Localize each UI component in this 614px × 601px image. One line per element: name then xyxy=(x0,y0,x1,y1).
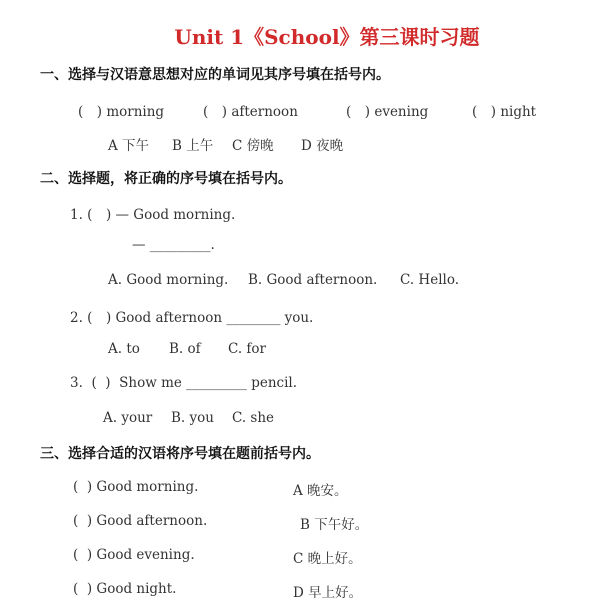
q3-line1: 3. ( ) Show me _________ pencil. xyxy=(70,375,298,391)
q2-option-b: B. of xyxy=(169,341,201,357)
s1-word-night: ( ) night xyxy=(472,104,537,120)
q2-option-c: C. for xyxy=(228,341,267,357)
s3-row-4-left: ( ) Good night. xyxy=(73,581,177,597)
s3-row-3-left: ( ) Good evening. xyxy=(73,547,195,563)
s1-option-d: D 夜晚 xyxy=(301,138,344,154)
q1-option-b: B. Good afternoon. xyxy=(248,272,378,288)
s1-word-afternoon: ( ) afternoon xyxy=(203,104,298,120)
s3-row-2-right: B 下午好。 xyxy=(300,517,369,533)
q1-option-c: C. Hello. xyxy=(400,272,460,288)
section-2-heading: 二、选择题，将正确的序号填在括号内。 xyxy=(40,171,292,187)
q1-line1: 1. ( ) — Good morning. xyxy=(70,207,236,223)
s3-row-1-left: ( ) Good morning. xyxy=(73,479,199,495)
q1-option-a: A. Good morning. xyxy=(108,272,229,288)
q3-option-c: C. she xyxy=(232,410,275,426)
s1-word-morning: ( ) morning xyxy=(78,104,165,120)
q1-line2: — _________. xyxy=(132,237,215,253)
q3-option-a: A. your xyxy=(103,410,153,426)
section-3-heading: 三、选择合适的汉语将序号填在题前括号内。 xyxy=(40,446,320,462)
s3-row-3-right: C 晚上好。 xyxy=(293,551,362,567)
s3-row-2-left: ( ) Good afternoon. xyxy=(73,513,208,529)
q3-option-b: B. you xyxy=(171,410,214,426)
q2-line1: 2. ( ) Good afternoon ________ you. xyxy=(70,310,314,326)
s1-word-evening: ( ) evening xyxy=(346,104,429,120)
s3-row-4-right: D 早上好。 xyxy=(293,585,363,601)
s1-option-c: C 傍晚 xyxy=(232,138,274,154)
s3-row-1-right: A 晚安。 xyxy=(293,483,348,499)
s1-option-b: B 上午 xyxy=(172,138,214,154)
s1-option-a: A 下午 xyxy=(108,138,150,154)
section-1-heading: 一、选择与汉语意思想对应的单词见其序号填在括号内。 xyxy=(40,67,390,83)
q2-option-a: A. to xyxy=(108,341,140,357)
page-title: Unit 1《School》第三课时习题 xyxy=(174,25,480,49)
